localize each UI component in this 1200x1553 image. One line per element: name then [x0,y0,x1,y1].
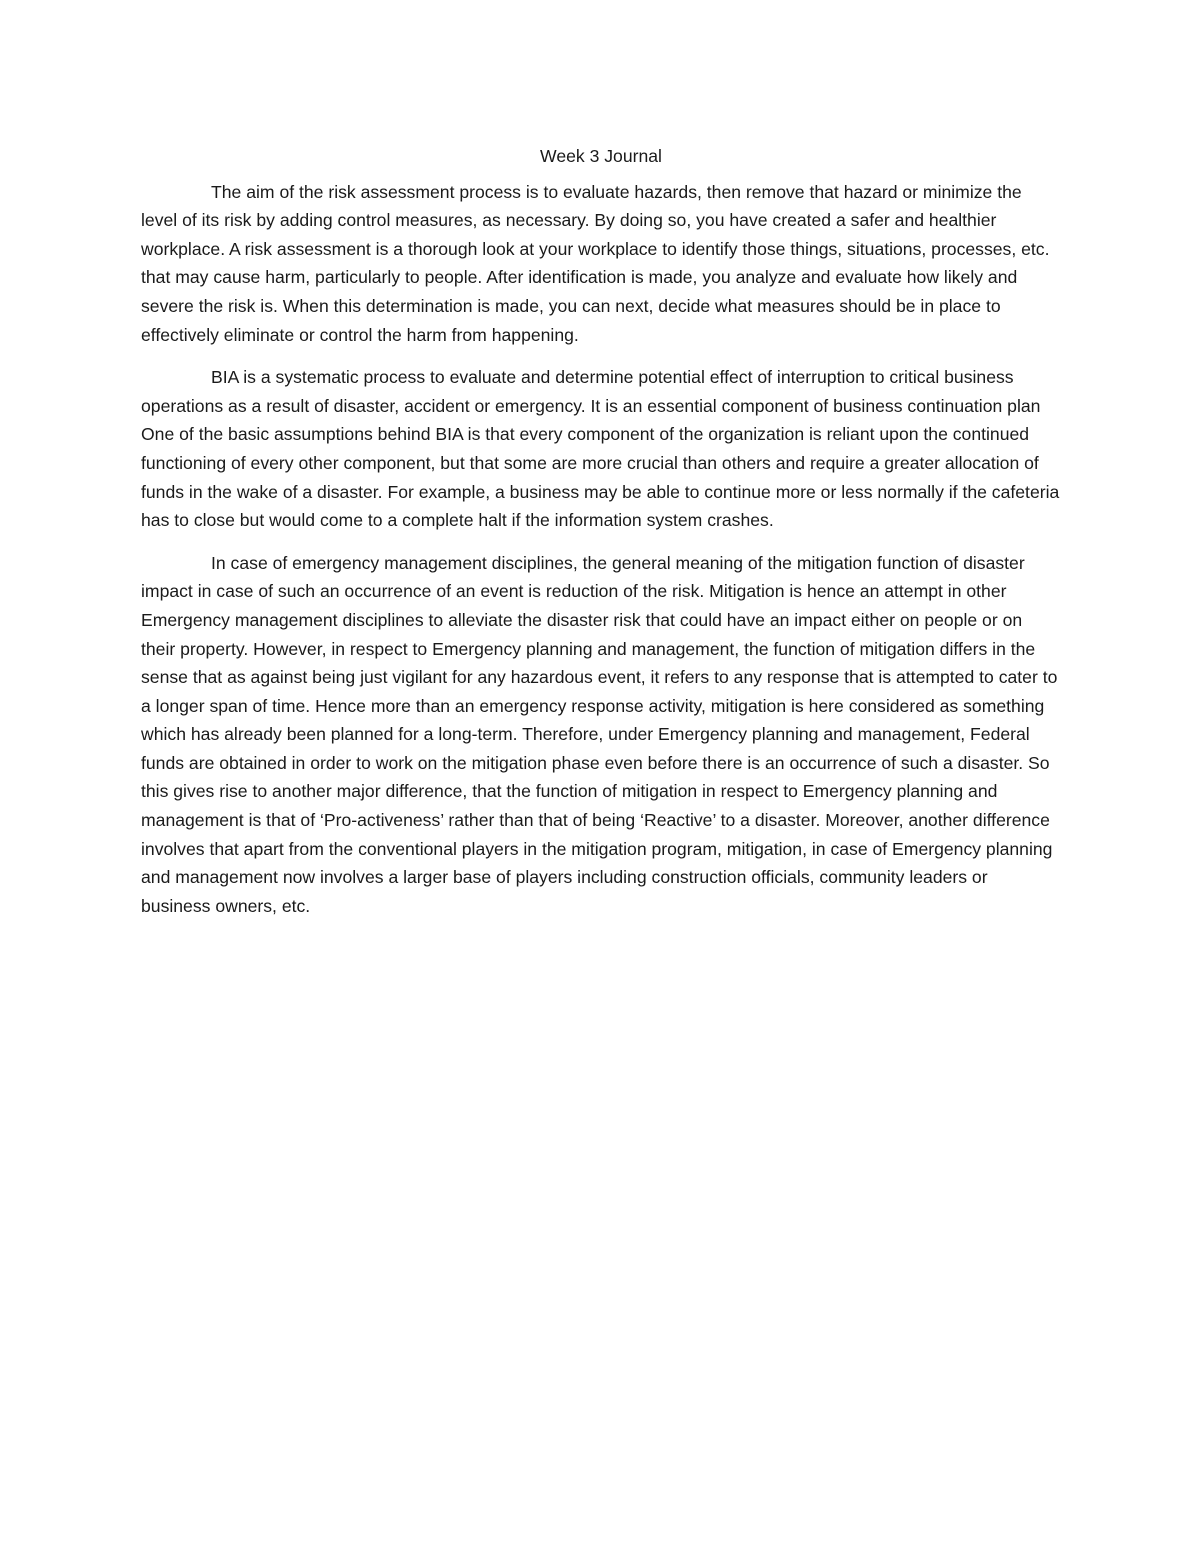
document-body [141,142,1061,934]
document-title: Week 3 Journal [540,146,662,166]
paragraph-bia: BIA is a systematic process to evaluate and determine potential effect of interruption to critical business operations as a result of disaster, accident or emergency. It is an essential component of business continuation plan One of the basic assumptions behind BIA is that every component of the organization is reliant upon the continued functioning of every other component, but that some are more crucial than others and require a greater allocation of funds in the wake of a disaster. For example, a business may be able to continue more or less normally if the cafeteria has to close but would come to a complete halt if the information system crashes. [141,367,1060,531]
paragraph-mitigation: In case of emergency management disciplines, the general meaning of the mitigation function of disaster impact in case of such an occurrence of an event is reduction of the risk. Mitigation is hence an attempt in other Emergency management disciplines to alleviate the disaster risk that could have an impact either on people or on their property. However, in respect to Emergency planning and management, the function of mitigation differs in the sense that as against being just vigilant for any hazardous event, it refers to any response that is attempted to cater to a longer span of time. Hence more than an emergency response activity, mitigation is here considered as something which has already been planned for a long-term. Therefore, under Emergency planning and management, Federal funds are obtained in order to work on the mitigation phase even before there is an occurrence of such a disaster. So this gives rise to another major difference, that the function of mitigation in respect to Emergency planning and management is that of ‘Pro-activeness’ rather than that of being ‘Reactive’ to a disaster. Moreover, another difference involves that apart from the conventional players in the mitigation program, mitigation, in case of Emergency planning and management now involves a larger base of players including construction officials, community leaders or business owners, etc. [141,552,1058,916]
paragraph-risk-assessment: The aim of the risk assessment process is to evaluate hazards, then remove that hazard or minimize the level of its risk by adding control measures, as necessary. By doing so, you have created a safer and healthier workplace. A risk assessment is a thorough look at your workplace to identify those things, situations, processes, etc. that may cause harm, particularly to people. After identification is made, you analyze and evaluate how likely and severe the risk is. When this determination is made, you can next, decide what measures should be in place to effectively eliminate or control the harm from happening. [141,181,1050,345]
